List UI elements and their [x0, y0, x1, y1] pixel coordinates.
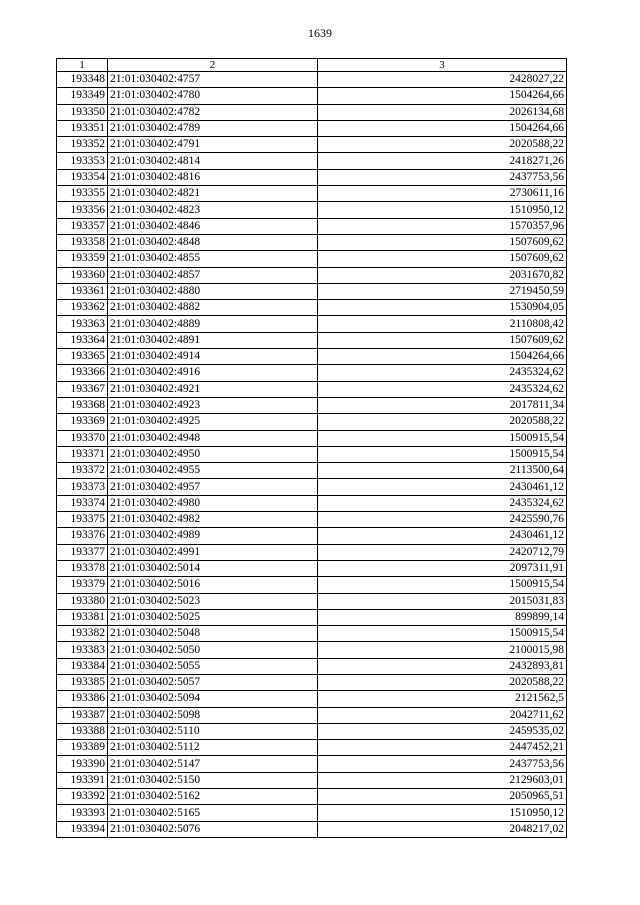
cadastral-value-cell: 2026134,68: [318, 104, 567, 120]
table-row: [57, 463, 567, 479]
cadastral-number-cell: 21:01:030402:4925: [108, 414, 318, 430]
row-number-cell: 193381: [57, 609, 108, 625]
row-number-cell: 193350: [57, 104, 108, 120]
row-number-cell: 193380: [57, 593, 108, 609]
column-header: 3: [318, 59, 567, 72]
cadastral-number-cell: 21:01:030402:5094: [108, 691, 318, 707]
row-number-cell: 193353: [57, 153, 108, 169]
cadastral-value-cell: 2017811,34: [318, 397, 567, 413]
row-number-cell: 193371: [57, 446, 108, 462]
cadastral-value-cell: 2015031,83: [318, 593, 567, 609]
table-row: [57, 169, 567, 185]
row-number-cell: 193368: [57, 397, 108, 413]
row-number-cell: 193387: [57, 707, 108, 723]
row-number-cell: 193358: [57, 234, 108, 250]
table-row: [57, 414, 567, 430]
cadastral-number-cell: 21:01:030402:4991: [108, 544, 318, 560]
cadastral-value-cell: 2447452,21: [318, 740, 567, 756]
table-row: [57, 202, 567, 218]
row-number-cell: 193393: [57, 805, 108, 821]
row-number-cell: 193348: [57, 72, 108, 88]
cadastral-number-cell: 21:01:030402:4857: [108, 267, 318, 283]
row-number-cell: 193374: [57, 495, 108, 511]
cadastral-value-cell: 2020588,22: [318, 414, 567, 430]
row-number-cell: 193383: [57, 642, 108, 658]
cadastral-number-cell: 21:01:030402:4882: [108, 300, 318, 316]
row-number-cell: 193359: [57, 251, 108, 267]
cadastral-number-cell: 21:01:030402:5110: [108, 723, 318, 739]
cadastral-value-cell: 1504264,66: [318, 349, 567, 365]
table-row: [57, 723, 567, 739]
cadastral-value-cell: 2435324,62: [318, 381, 567, 397]
table-header-row: [57, 59, 567, 72]
row-number-cell: 193376: [57, 528, 108, 544]
cadastral-number-cell: 21:01:030402:5014: [108, 560, 318, 576]
cadastral-value-cell: 2097311,91: [318, 560, 567, 576]
table-row: [57, 251, 567, 267]
cadastral-number-cell: 21:01:030402:5162: [108, 789, 318, 805]
row-number-cell: 193352: [57, 137, 108, 153]
cadastral-value-cell: 2100015,98: [318, 642, 567, 658]
row-number-cell: 193377: [57, 544, 108, 560]
cadastral-value-cell: 2110808,42: [318, 316, 567, 332]
cadastral-value-cell: 2020588,22: [318, 674, 567, 690]
cadastral-number-cell: 21:01:030402:4757: [108, 72, 318, 88]
cadastral-number-cell: 21:01:030402:4950: [108, 446, 318, 462]
row-number-cell: 193354: [57, 169, 108, 185]
table-row: [57, 740, 567, 756]
table-row: [57, 72, 567, 88]
cadastral-value-cell: 2435324,62: [318, 365, 567, 381]
cadastral-number-cell: 21:01:030402:5076: [108, 821, 318, 837]
cadastral-number-cell: 21:01:030402:4980: [108, 495, 318, 511]
row-number-cell: 193392: [57, 789, 108, 805]
cadastral-number-cell: 21:01:030402:4823: [108, 202, 318, 218]
cadastral-value-cell: 1510950,12: [318, 202, 567, 218]
cadastral-number-cell: 21:01:030402:5048: [108, 626, 318, 642]
row-number-cell: 193370: [57, 430, 108, 446]
cadastral-value-cell: 2420712,79: [318, 544, 567, 560]
row-number-cell: 193384: [57, 658, 108, 674]
table-row: [57, 772, 567, 788]
table-row: [57, 512, 567, 528]
cadastral-value-cell: 2121562,5: [318, 691, 567, 707]
table-row: [57, 577, 567, 593]
table-row: [57, 495, 567, 511]
cadastral-number-cell: 21:01:030402:4914: [108, 349, 318, 365]
cadastral-number-cell: 21:01:030402:4989: [108, 528, 318, 544]
table-row: [57, 544, 567, 560]
cadastral-number-cell: 21:01:030402:4916: [108, 365, 318, 381]
cadastral-number-cell: 21:01:030402:4848: [108, 234, 318, 250]
table-row: [57, 365, 567, 381]
cadastral-value-cell: 2418271,26: [318, 153, 567, 169]
cadastral-number-cell: 21:01:030402:5112: [108, 740, 318, 756]
row-number-cell: 193394: [57, 821, 108, 837]
table-row: [57, 381, 567, 397]
row-number-cell: 193372: [57, 463, 108, 479]
table-row: [57, 642, 567, 658]
row-number-cell: 193349: [57, 88, 108, 104]
cadastral-number-cell: 21:01:030402:5147: [108, 756, 318, 772]
cadastral-number-cell: 21:01:030402:5016: [108, 577, 318, 593]
table-row: [57, 609, 567, 625]
table-row: [57, 821, 567, 837]
cadastral-value-cell: 1500915,54: [318, 430, 567, 446]
table-row: [57, 805, 567, 821]
cadastral-value-cell: 1507609,62: [318, 251, 567, 267]
cadastral-value-cell: 2031670,82: [318, 267, 567, 283]
row-number-cell: 193391: [57, 772, 108, 788]
cadastral-number-cell: 21:01:030402:5023: [108, 593, 318, 609]
cadastral-number-cell: 21:01:030402:4821: [108, 186, 318, 202]
cadastral-value-cell: 1507609,62: [318, 332, 567, 348]
row-number-cell: 193360: [57, 267, 108, 283]
cadastral-value-cell: 1504264,66: [318, 88, 567, 104]
table-row: [57, 120, 567, 136]
cadastral-number-cell: 21:01:030402:4789: [108, 120, 318, 136]
cadastral-value-cell: 2730611,16: [318, 186, 567, 202]
row-number-cell: 193356: [57, 202, 108, 218]
cadastral-value-cell: 1530904,05: [318, 300, 567, 316]
table-body: [57, 72, 567, 838]
row-number-cell: 193373: [57, 479, 108, 495]
table-row: [57, 691, 567, 707]
cadastral-number-cell: 21:01:030402:5057: [108, 674, 318, 690]
cadastral-value-cell: 2050965,51: [318, 789, 567, 805]
cadastral-value-cell: 2113500,64: [318, 463, 567, 479]
row-number-cell: 193385: [57, 674, 108, 690]
cadastral-value-cell: 2430461,12: [318, 479, 567, 495]
table-row: [57, 104, 567, 120]
table-row: [57, 137, 567, 153]
table-row: [57, 446, 567, 462]
cadastral-number-cell: 21:01:030402:4921: [108, 381, 318, 397]
cadastral-value-table: [56, 58, 567, 838]
cadastral-number-cell: 21:01:030402:4880: [108, 283, 318, 299]
table-row: [57, 300, 567, 316]
cadastral-number-cell: 21:01:030402:5165: [108, 805, 318, 821]
table-row: [57, 186, 567, 202]
table-row: [57, 560, 567, 576]
row-number-cell: 193378: [57, 560, 108, 576]
cadastral-number-cell: 21:01:030402:4814: [108, 153, 318, 169]
row-number-cell: 193366: [57, 365, 108, 381]
table-row: [57, 88, 567, 104]
cadastral-value-cell: 2459535,02: [318, 723, 567, 739]
cadastral-value-cell: 2129603,01: [318, 772, 567, 788]
row-number-cell: 193375: [57, 512, 108, 528]
cadastral-number-cell: 21:01:030402:4816: [108, 169, 318, 185]
cadastral-number-cell: 21:01:030402:4855: [108, 251, 318, 267]
cadastral-number-cell: 21:01:030402:5150: [108, 772, 318, 788]
table-row: [57, 283, 567, 299]
cadastral-value-cell: 2020588,22: [318, 137, 567, 153]
cadastral-number-cell: 21:01:030402:5025: [108, 609, 318, 625]
row-number-cell: 193351: [57, 120, 108, 136]
cadastral-number-cell: 21:01:030402:4955: [108, 463, 318, 479]
cadastral-value-cell: 2430461,12: [318, 528, 567, 544]
cadastral-value-cell: 1500915,54: [318, 577, 567, 593]
table-row: [57, 430, 567, 446]
table-row: [57, 267, 567, 283]
table-row: [57, 593, 567, 609]
table-row: [57, 397, 567, 413]
row-number-cell: 193355: [57, 186, 108, 202]
table-row: [57, 658, 567, 674]
row-number-cell: 193386: [57, 691, 108, 707]
row-number-cell: 193364: [57, 332, 108, 348]
cadastral-number-cell: 21:01:030402:4923: [108, 397, 318, 413]
cadastral-value-cell: 1500915,54: [318, 446, 567, 462]
table-row: [57, 234, 567, 250]
row-number-cell: 193369: [57, 414, 108, 430]
cadastral-number-cell: 21:01:030402:4982: [108, 512, 318, 528]
cadastral-number-cell: 21:01:030402:4948: [108, 430, 318, 446]
row-number-cell: 193382: [57, 626, 108, 642]
cadastral-value-cell: 2435324,62: [318, 495, 567, 511]
cadastral-number-cell: 21:01:030402:4846: [108, 218, 318, 234]
cadastral-value-cell: 1570357,96: [318, 218, 567, 234]
table-row: [57, 153, 567, 169]
row-number-cell: 193379: [57, 577, 108, 593]
table-row: [57, 218, 567, 234]
table-row: [57, 626, 567, 642]
table-row: [57, 756, 567, 772]
cadastral-number-cell: 21:01:030402:4780: [108, 88, 318, 104]
cadastral-number-cell: 21:01:030402:4891: [108, 332, 318, 348]
cadastral-number-cell: 21:01:030402:4889: [108, 316, 318, 332]
cadastral-number-cell: 21:01:030402:5050: [108, 642, 318, 658]
row-number-cell: 193388: [57, 723, 108, 739]
column-header: 2: [108, 59, 318, 72]
table-row: [57, 349, 567, 365]
row-number-cell: 193365: [57, 349, 108, 365]
row-number-cell: 193389: [57, 740, 108, 756]
row-number-cell: 193357: [57, 218, 108, 234]
row-number-cell: 193367: [57, 381, 108, 397]
cadastral-number-cell: 21:01:030402:4957: [108, 479, 318, 495]
column-header: 1: [57, 59, 108, 72]
cadastral-value-cell: 2428027,22: [318, 72, 567, 88]
page-number: 1639: [308, 26, 332, 40]
cadastral-value-cell: 2437753,56: [318, 169, 567, 185]
cadastral-value-cell: 2048217,02: [318, 821, 567, 837]
cadastral-number-cell: 21:01:030402:4782: [108, 104, 318, 120]
cadastral-value-cell: 2042711,62: [318, 707, 567, 723]
cadastral-value-cell: 1504264,66: [318, 120, 567, 136]
table-row: [57, 789, 567, 805]
table-row: [57, 674, 567, 690]
cadastral-value-cell: 2432893,81: [318, 658, 567, 674]
cadastral-value-cell: 899899,14: [318, 609, 567, 625]
table-row: [57, 528, 567, 544]
cadastral-value-cell: 1510950,12: [318, 805, 567, 821]
table-row: [57, 316, 567, 332]
cadastral-value-cell: 2719450,59: [318, 283, 567, 299]
cadastral-number-cell: 21:01:030402:5055: [108, 658, 318, 674]
row-number-cell: 193362: [57, 300, 108, 316]
cadastral-value-cell: 1507609,62: [318, 234, 567, 250]
row-number-cell: 193361: [57, 283, 108, 299]
cadastral-number-cell: 21:01:030402:5098: [108, 707, 318, 723]
table-row: [57, 707, 567, 723]
table-row: [57, 332, 567, 348]
row-number-cell: 193390: [57, 756, 108, 772]
cadastral-number-cell: 21:01:030402:4791: [108, 137, 318, 153]
row-number-cell: 193363: [57, 316, 108, 332]
cadastral-value-cell: 2437753,56: [318, 756, 567, 772]
table-row: [57, 479, 567, 495]
cadastral-value-cell: 2425590,76: [318, 512, 567, 528]
cadastral-value-cell: 1500915,54: [318, 626, 567, 642]
